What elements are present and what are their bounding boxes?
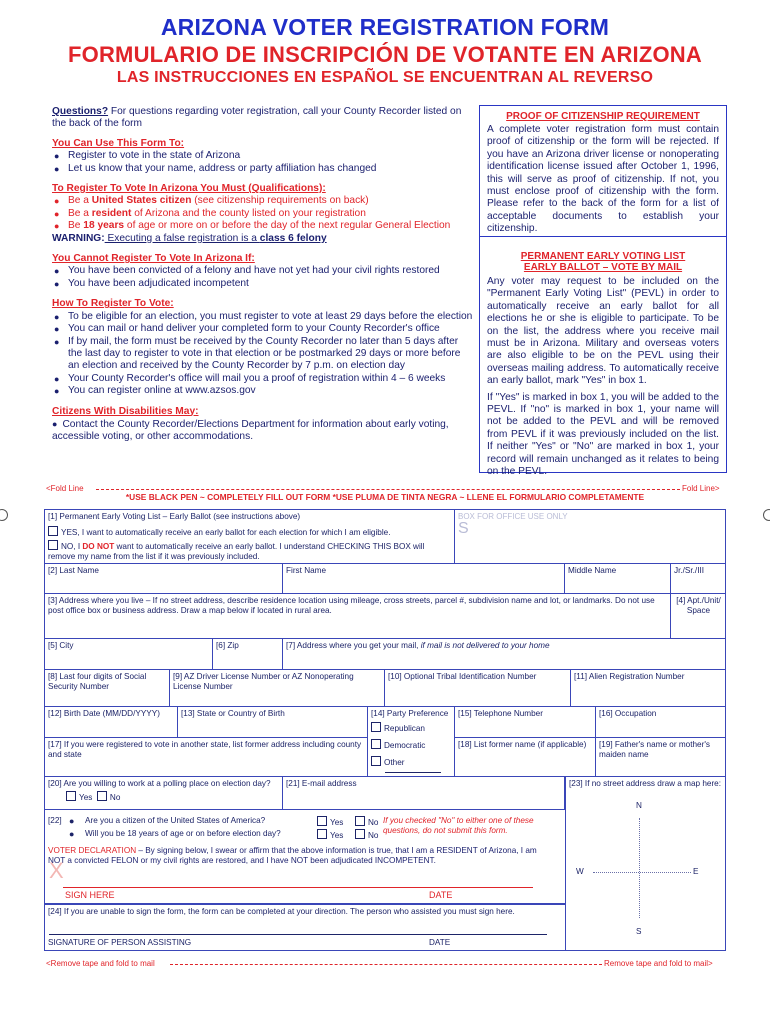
field-6-zip[interactable]: [6] Zip — [213, 639, 283, 670]
pevl-heading-2: EARLY BALLOT – VOTE BY MAIL — [523, 262, 683, 273]
list-item: ● You can mail or hand deliver your completed form to your County Recorder's office — [52, 323, 474, 335]
disabilities-heading: Citizens With Disabilities May: — [52, 405, 199, 417]
field-16-occupation[interactable]: [16] Occupation — [596, 707, 726, 738]
pevl-text-2: If "Yes" is marked in box 1, you will be added to the PEVL. If "no" is marked in box 1, your name will not be added to the PEVL and will be removed from PEVL if it was previously included on the list. If neither "Yes" or "No" are marked in box 1, your record will remain unchanged as it relates to being on the PEVL. — [487, 391, 719, 478]
compass-n: N — [636, 801, 642, 810]
subtitle-spanish: LAS INSTRUCCIONES EN ESPAÑOL SE ENCUENTRAN AL REVERSO — [116, 69, 654, 86]
how-heading: How To Register To Vote: — [52, 298, 174, 310]
field-24-assistance: [24] If you are unable to sign the form, the form can be completed at your direction. The person who assisted you must sign here. SIGNATURE OF PERSON ASSISTING DATE — [45, 904, 565, 951]
use-heading: You Can Use This Form To: — [52, 137, 185, 149]
date-label: DATE — [429, 890, 453, 900]
use-list — [52, 150, 474, 175]
poll-worker-yes-checkbox[interactable] — [66, 791, 76, 801]
how-list — [52, 311, 474, 398]
disabilities-text: ● Contact the County Recorder/Elections Department for information about early voting, accessible voting, or other accommodations. — [52, 418, 449, 443]
party-option-other[interactable]: Other — [371, 756, 451, 768]
pen-instruction: *USE BLACK PEN ~ COMPLETELY FILL OUT FORM *USE PLUMA DE TINTA NEGRA ~ LLENE EL FORMULARIO COMPLETAMENTE — [125, 492, 645, 502]
assist-signature-line[interactable] — [49, 934, 547, 935]
signature-line[interactable] — [63, 887, 533, 888]
field-suffix[interactable]: Jr./Sr./III — [671, 564, 726, 594]
questions-label: Questions? — [52, 106, 109, 117]
pevl-heading-1: PERMANENT EARLY VOTING LIST — [520, 251, 686, 262]
left-column — [52, 106, 474, 444]
pevl-text-1: Any voter may request to be included on the "Permanent Early Voting List" (PEVL) in order to automatically receive an early ballot for all elections he or she is eligible to participate. To be on the list, the address where you receive mail must be in Arizona. Military and overseas voters are also eligible to be on the PEVL using their overseas mailing address. To automatically receive an early ballot, mark "Yes" in box 1. — [487, 276, 719, 387]
list-item: ● You can register online at www.azsos.gov — [52, 385, 474, 397]
field-middle-name[interactable]: Middle Name — [565, 564, 671, 594]
party-option-democratic[interactable]: Democratic — [371, 739, 451, 751]
field-3-residence[interactable]: [3] Address where you live – If no street address, describe residence location using mileage, cross streets, parcel #, subdivision name and lot, or landmarks. Do not use post office box or business address. Draw a map below if located in rural area. — [45, 594, 671, 639]
field-5-city[interactable]: [5] City — [45, 639, 213, 670]
list-item: ● Be a United States citizen (see citizenship requirements on back) — [52, 195, 474, 207]
field-10-tribal-id[interactable]: [10] Optional Tribal Identification Number — [385, 670, 571, 707]
compass-horizontal — [593, 872, 691, 873]
pevl-no-checkbox[interactable] — [48, 540, 58, 550]
assist-signature-label: SIGNATURE OF PERSON ASSISTING — [48, 938, 192, 947]
compass-w: W — [576, 867, 584, 876]
citizen-no-checkbox[interactable] — [355, 816, 365, 826]
list-item: ● Register to vote in the state of Arizona — [52, 150, 474, 162]
fold-line-right: Fold Line> — [682, 484, 720, 493]
field-23-map[interactable]: [23] If no street address draw a map here: — [565, 777, 726, 951]
registration-form — [44, 509, 726, 951]
fold-line — [96, 489, 680, 490]
field-4-apt[interactable]: [4] Apt./Unit/ Space — [671, 594, 726, 639]
list-item: ● Your County Recorder's office will mail you a proof of registration within 4 – 6 weeks — [52, 373, 474, 385]
age-no-checkbox[interactable] — [355, 829, 365, 839]
field-21-email[interactable]: [21] E-mail address — [283, 777, 565, 810]
remove-tape-right: Remove tape and fold to mail> — [604, 959, 713, 968]
party-other-line[interactable] — [385, 768, 441, 773]
field-15-telephone[interactable]: [15] Telephone Number — [455, 707, 596, 738]
field-7-mail-address[interactable]: [7] Address where you get your mail, if mail is not delivered to your home — [283, 639, 726, 670]
field-22-eligibility — [45, 810, 565, 904]
pevl-no-option[interactable]: NO, I DO NOT want to automatically receive an early ballot. I understand CHECKING THIS BOX will remove my name from the list if it was previously included. — [48, 542, 425, 561]
list-item: ● Let us know that your name, address or party affiliation has changed — [52, 163, 474, 175]
age-question: ● Will you be 18 years of age or on before election day? Yes No — [69, 829, 379, 840]
party-option-republican[interactable]: Republican — [371, 722, 451, 734]
sign-here-label: SIGN HERE — [65, 890, 115, 900]
list-item: ● You have been adjudicated incompetent — [52, 278, 474, 290]
compass-vertical — [639, 818, 640, 918]
age-yes-checkbox[interactable] — [317, 829, 327, 839]
field-1-label: [1] Permanent Early Voting List – Early Ballot (see instructions above) — [48, 512, 301, 521]
questions-text: For questions regarding voter registration, call your County Recorder listed on the back of the form — [52, 106, 462, 130]
compass-s: S — [636, 927, 642, 936]
list-item: ● If by mail, the form must be received by the County Recorder no later than 5 days after the last day to register to vote in that election or be postmarked 29 days or more before an election and received by the County Recorder by 7 p.m. on election day — [52, 336, 474, 373]
punch-hole-left — [0, 509, 8, 521]
field-20-poll-worker: [20] Are you willing to work at a polling place on election day? Yes No — [45, 777, 283, 810]
title-english: ARIZONA VOTER REGISTRATION FORM — [160, 14, 610, 40]
title-spanish: FORMULARIO DE INSCRIPCIÓN DE VOTANTE EN ARIZONA — [68, 42, 702, 67]
proof-text: A complete voter registration form must contain proof of citizenship or the form will be rejected. If you have an Arizona driver license or nonoperating identification license issued after October 1, 1996, this will serve as proof of citizenship. If not, you must enclose proof of citizenship with the form. Please refer to the back of the form for a list of acceptable documents to establish your citizenship. — [487, 124, 719, 235]
pevl-yes-checkbox[interactable] — [48, 526, 58, 536]
field-12-birth-date[interactable]: [12] Birth Date (MM/DD/YYYY) — [45, 707, 178, 738]
list-item: ● Be a resident of Arizona and the county listed on your registration — [52, 208, 474, 220]
proof-box — [479, 105, 727, 237]
list-item: ● Be 18 years of age or more on or before the day of the next regular General Election — [52, 220, 474, 232]
field-13-birthplace[interactable]: [13] State or Country of Birth — [178, 707, 368, 738]
field-first-name[interactable]: First Name — [283, 564, 565, 594]
qual-list — [52, 195, 474, 232]
cannot-list — [52, 265, 474, 290]
remove-tape-left: <Remove tape and fold to mail — [46, 959, 155, 968]
field-1-pevl — [45, 510, 455, 564]
voter-declaration: VOTER DECLARATION – By signing below, I swear or affirm that the above information is true, that I am a RESIDENT of Arizona, I am NOT a convicted FELON or my civil rights are restored, and I have NOT been adjudicated INCOMPETENT. — [48, 846, 537, 865]
eligibility-note: If you checked "No" to either one of these questions, do not submit this form. — [383, 816, 534, 835]
warning: WARNING: Executing a false registration is a class 6 felony — [52, 232, 327, 244]
field-8-ssn[interactable]: [8] Last four digits of Social Security Number — [45, 670, 170, 707]
field-18-former-name[interactable]: [18] List former name (if applicable) — [455, 738, 596, 777]
field-9-license[interactable]: [9] AZ Driver License Number or AZ Nonoperating License Number — [170, 670, 385, 707]
poll-worker-no-checkbox[interactable] — [97, 791, 107, 801]
bottom-fold-line — [170, 964, 602, 965]
assist-date-label: DATE — [429, 938, 451, 947]
citizen-question: [22] ● Are you a citizen of the United States of America? Yes No — [48, 816, 379, 827]
compass-e: E — [693, 867, 699, 876]
field-2-last-name[interactable]: [2] Last Name — [45, 564, 283, 594]
qual-heading: To Register To Vote In Arizona You Must (Qualifications): — [52, 183, 326, 195]
pevl-yes-option[interactable]: YES, I want to automatically receive an early ballot for each election for which I am eligible. — [48, 526, 451, 538]
punch-hole-right — [763, 509, 770, 521]
list-item: ● To be eligible for an election, you must register to vote at least 29 days before the election — [52, 311, 474, 323]
field-11-alien-reg[interactable]: [11] Alien Registration Number — [571, 670, 726, 707]
questions — [52, 106, 474, 131]
pevl-box — [479, 236, 727, 478]
signature-x-mark: X — [49, 858, 64, 883]
proof-heading: PROOF OF CITIZENSHIP REQUIREMENT — [506, 111, 700, 122]
field-14-party: [14] Party Preference Republican Democratic Other — [368, 707, 455, 777]
cannot-heading: You Cannot Register To Vote In Arizona If: — [52, 253, 255, 265]
citizen-yes-checkbox[interactable] — [317, 816, 327, 826]
list-item: ● You have been convicted of a felony and have not yet had your civil rights restored — [52, 265, 474, 277]
fold-line-left: <Fold Line — [46, 484, 84, 493]
field-19-parent-name[interactable]: [19] Father's name or mother's maiden name — [596, 738, 726, 777]
field-17-former-address[interactable]: [17] If you were registered to vote in another state, list former address including county and state — [45, 738, 368, 777]
office-use-box: BOX FOR OFFICE USE ONLY S — [455, 510, 726, 564]
